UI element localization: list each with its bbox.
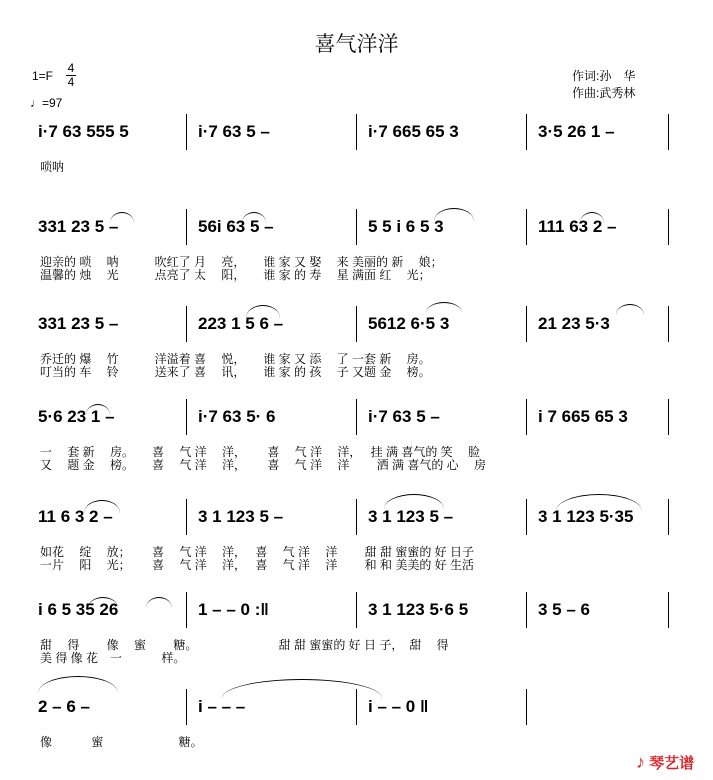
measure: 331 23 5 – [38, 217, 119, 236]
bar-line [526, 499, 527, 535]
song-title: 喜气洋洋 [314, 33, 399, 56]
lyric-line: 迎亲的 唢 呐 吹红了 月 亮， 谁 家 又 娶 来 美丽的 新 娘； [40, 255, 443, 269]
slur-arc [38, 676, 118, 693]
bar-line [186, 114, 187, 150]
measure: 3 1 123 5 – [368, 507, 454, 526]
measure: i·7 63 5· 6 [198, 407, 276, 426]
bar-line [356, 592, 357, 628]
slur-arc [88, 597, 118, 608]
slur-arc [434, 208, 474, 221]
bar-line [356, 114, 357, 150]
measure: 331 23 5 – [38, 314, 119, 333]
bar-line [668, 209, 669, 245]
slur-arc [110, 212, 134, 223]
lyric-line: 一 套 新 房。 喜 气 洋 洋， 喜 气 洋 洋， 挂 满 喜气的 笑 脸 [40, 445, 481, 459]
bar-line [526, 592, 527, 628]
bar-line [356, 399, 357, 435]
measure: i·7 63 555 5 [38, 122, 129, 141]
measure: i 7 665 65 3 [538, 407, 628, 426]
slur-arc [222, 679, 382, 698]
quarter-note-icon: ♩ [30, 96, 42, 110]
measure: i·7 63 5 – [198, 122, 270, 141]
measure: 11 6 3 2 – [38, 507, 113, 526]
bar-line [186, 499, 187, 535]
measure: i·7 665 65 3 [368, 122, 459, 141]
staff-system [32, 122, 672, 192]
bar-line [668, 399, 669, 435]
measure: 3 1 123 5·35 [538, 507, 634, 526]
measure: 5·6 23 1 – [38, 407, 115, 426]
measure: 3 1 123 5·6 5 [368, 600, 469, 619]
measure: i 6 5 35 26 [38, 600, 119, 619]
measure: 2 – 6 – [38, 697, 90, 716]
slur-arc [556, 494, 642, 511]
lyric-line: 叮当的 车 铃 送来了 喜 讯， 谁 家 的 孩 子 又题 金 榜。 [40, 365, 431, 379]
bar-line [356, 306, 357, 342]
bar-line [668, 499, 669, 535]
staff-system [32, 697, 672, 767]
staff-system [32, 407, 672, 477]
bar-line [526, 399, 527, 435]
time-signature-top: 4 [67, 61, 75, 75]
bar-line [356, 209, 357, 245]
bar-line [186, 689, 187, 725]
logo-icon: ♪ [636, 752, 645, 772]
site-logo [636, 752, 694, 773]
measure: i – – – [198, 697, 246, 716]
bar-line [526, 306, 527, 342]
time-signature [66, 62, 76, 89]
bar-line [668, 592, 669, 628]
measure: 3·5 26 1 – [538, 122, 615, 141]
measure: 5612 6·5 3 [368, 314, 450, 333]
bar-line [526, 689, 527, 725]
lyric-line: 一片 阳 光； 喜 气 洋 洋， 喜 气 洋 洋 和 和 美美的 好 生活 [40, 558, 475, 572]
staff-system [32, 507, 672, 577]
measure: 3 1 123 5 – [198, 507, 284, 526]
measure: i – – 0 ‖ [368, 697, 429, 716]
key-signature: 1=F [32, 69, 54, 83]
measure: 56i 63 5 – [198, 217, 274, 236]
lyric-line: 如花 绽 放； 喜 气 洋 洋， 喜 气 洋 洋 甜 甜 蜜蜜的 好 日子 [40, 545, 475, 559]
measure: 3 5 – 6 [538, 600, 590, 619]
slur-arc [246, 305, 280, 318]
slur-arc [86, 404, 110, 415]
measure: 21 23 5·3 [538, 314, 610, 333]
bar-line [526, 209, 527, 245]
slur-arc [580, 212, 604, 223]
bar-line [186, 399, 187, 435]
slur-arc [84, 500, 120, 513]
bar-line [186, 306, 187, 342]
slur-arc [242, 212, 266, 223]
bar-line [356, 499, 357, 535]
tempo-value: =97 [42, 96, 63, 110]
slur-arc [426, 302, 462, 313]
bar-line [668, 114, 669, 150]
tempo-marking [30, 96, 62, 110]
lyric-line: 又 题 金 榜。 喜 气 洋 洋， 喜 气 洋 洋 洒 满 喜气的 心 房 [40, 458, 487, 472]
lyric-line: 温馨的 烛 光 点亮了 太 阳， 谁 家 的 寿 星 满面 红 光； [40, 268, 431, 282]
logo-text: 琴艺谱 [649, 755, 695, 772]
lyric-line: 乔迁的 爆 竹 洋溢着 喜 悦， 谁 家 又 添 了 一套 新 房。 [40, 352, 431, 366]
lyric-line: 美 得 像 花 一 样。 [40, 651, 186, 665]
slur-arc [146, 597, 172, 608]
lyric-line: 甜 得 像 蜜 糖。 甜 甜 蜜蜜的 好 日 子， 甜 得 [40, 638, 449, 652]
staff-system [32, 600, 672, 670]
slur-arc [384, 494, 444, 509]
composer: 作曲:武秀林 [572, 86, 636, 100]
staff-system [32, 314, 672, 384]
lyric-line: 唢呐 [40, 160, 65, 174]
measure: 223 1 5 6 – [198, 314, 284, 333]
measure: 111 63 2 – [538, 217, 617, 236]
measure: i·7 63 5 – [368, 407, 440, 426]
time-signature-bottom: 4 [67, 75, 75, 89]
measure: 5 5 i 6 5 3 [368, 217, 444, 236]
bar-line [186, 592, 187, 628]
credits [572, 68, 635, 102]
slur-arc [616, 304, 644, 315]
lyricist: 作词:孙 华 [572, 69, 636, 83]
staff-system [32, 217, 672, 287]
measure: 1 – – 0 :‖ [198, 600, 269, 619]
bar-line [526, 114, 527, 150]
lyric-line: 像 蜜 糖。 [40, 735, 203, 749]
bar-line [668, 306, 669, 342]
bar-line [186, 209, 187, 245]
